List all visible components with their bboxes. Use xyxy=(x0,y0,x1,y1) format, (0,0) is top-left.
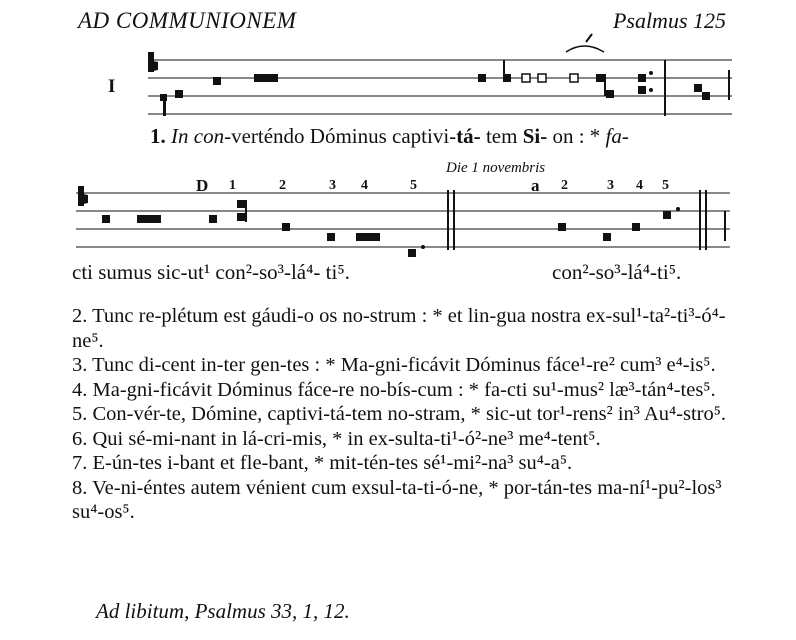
tone-marker: 4 xyxy=(361,178,368,193)
do-clef-2 xyxy=(78,186,88,206)
neumes-system-1 xyxy=(160,60,730,116)
tone-marker: 5 xyxy=(410,178,417,193)
verse-3: 3. Tunc di-cent in-ter gen-tes : * Ma-gni-ficávit Dóminus fáce¹-re² cum³ e⁴-is⁵. xyxy=(72,354,716,376)
psalm-reference: Psalmus 125 xyxy=(612,8,726,33)
tone-marker: 3 xyxy=(607,178,614,193)
lyric-segment: In con- xyxy=(171,124,232,148)
do-clef-1 xyxy=(148,52,158,72)
verse-5: 5. Con-vér-te, Dómine, captivi-tá-tem no-stram, * sic-ut tor¹-rens² in³ Au⁴-stro⁵. xyxy=(72,403,726,425)
verse-8: 8. Ve-ni-éntes autem vénient cum exsul-ta-ti-ó-ne, * por-tán-tes ma-ní¹-pu²-los³ su⁴-os⁵. xyxy=(72,476,722,523)
lyric-line-1 xyxy=(150,124,629,149)
lyric-segment: fa- xyxy=(605,124,629,148)
verse-2: 2. Tunc re-plétum est gáudi-o os no-strum : * et lin-gua nostra ex-sul¹-ta²-ti³-ó⁴-ne⁵. xyxy=(72,305,726,352)
lyric-segment: on : * xyxy=(547,124,606,148)
lyric-segment: verténdo Dóminus captivi- xyxy=(231,124,457,148)
tone-marker: 2 xyxy=(561,178,568,193)
date-note: Die 1 novembris xyxy=(446,160,546,176)
ad-libitum-note: Ad libitum, Psalmus 33, 1, 12. xyxy=(96,599,350,623)
lyric-line-2-left: cti sumus sic-ut¹ con²-so³-lá⁴- ti⁵. xyxy=(72,260,350,284)
lyric-line-2-right: con²-so³-lá⁴-ti⁵. xyxy=(552,260,682,284)
verse-list xyxy=(72,304,732,525)
verse-number: 1. xyxy=(150,124,166,148)
tone-marker: 5 xyxy=(662,178,669,193)
verse-4: 4. Ma-gni-ficávit Dóminus fáce-re no-bís-cum : * fa-cti su¹-mus² læ³-tán⁴-tes⁵. xyxy=(72,378,716,401)
lyric-segment: tá- xyxy=(456,124,481,148)
tone-marker: 3 xyxy=(329,178,336,193)
tone-marker: 4 xyxy=(636,178,643,193)
verse-7: 7. E-ún-tes i-bant et fle-bant, * mit-tén-tes sé¹-mi²-na³ su⁴-a⁵. xyxy=(72,452,573,474)
tone-marker: a xyxy=(531,176,540,195)
mode-number: I xyxy=(108,76,116,97)
verse-6: 6. Qui sé-mi-nant in lá-cri-mis, * in ex-sulta-ti¹-ó²-ne³ me⁴-tent⁵. xyxy=(72,427,601,450)
tone-marker: D xyxy=(196,176,209,195)
lyric-segment: Si- xyxy=(522,124,548,148)
chant-title: AD COMMUNIONEM xyxy=(78,8,297,33)
slur-mark xyxy=(566,46,604,52)
tone-marker: 2 xyxy=(279,178,286,193)
ictus-mark xyxy=(586,34,592,42)
tone-marker: 1 xyxy=(229,178,236,193)
lyric-segment: tem xyxy=(480,124,523,148)
